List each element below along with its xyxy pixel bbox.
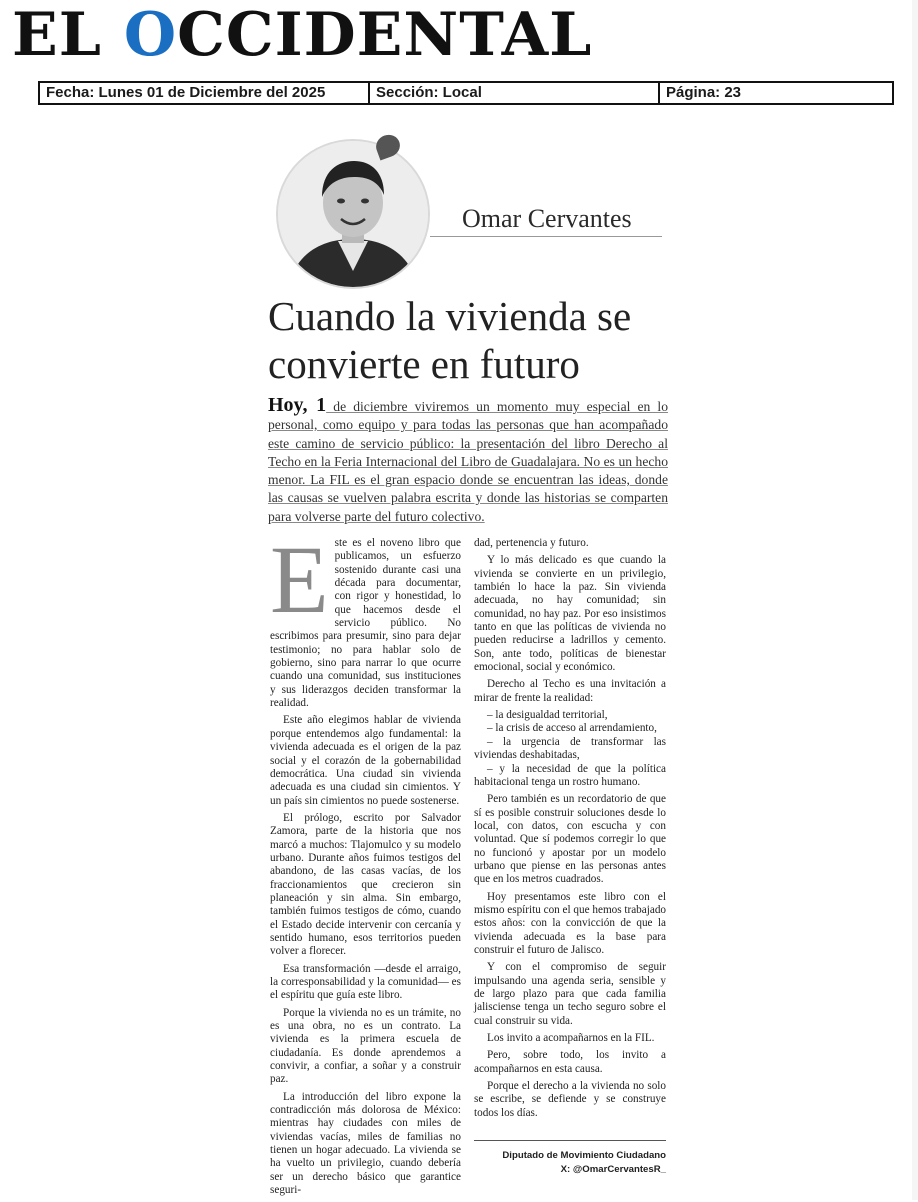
drop-cap: E: [270, 526, 329, 633]
issue-info-bar: [38, 81, 894, 105]
paragraph-first-text: ste es el noveno libro que publicamos, un esfuerzo sostenido durante casi una década para documentar, con rigor y honestidad, lo que hacemos desde el servicio público. No escribimos para presumir, sino para dejar testimonio; no para hablar solo de gobierno, sino para narrar lo que ocurre cuando una comunidad, sus instituciones y sus liderazgos deciden transformar la realidad.: [270, 537, 461, 710]
paragraph: Porque el derecho a la vivienda no solo se escribe, se defiende y se construye todos los días.: [474, 1080, 666, 1119]
paragraph: Y con el compromiso de seguir impulsando una agenda seria, sensible y de largo plazo para que cada familia jalisciense tenga un techo seguro sobre el cual construir su vida.: [474, 961, 666, 1027]
paragraph: Pero también es un recordatorio de que sí es posible construir soluciones desde lo local, con datos, con escucha y con voluntad. Que sí podemos corregir lo que no funcionó y apostar por un modelo urbano que piense en las personas antes que en los metros cuadrados.: [474, 793, 666, 886]
issue-page: Página: 23: [666, 84, 742, 101]
paragraph: Derecho al Techo es una invitación a mirar de frente la realidad:: [474, 678, 666, 704]
author-name: Omar Cervantes: [462, 204, 632, 233]
page-edge: [912, 0, 918, 1200]
paragraph: Hoy presentamos este libro con el mismo espíritu con el que hemos trabajado estos años: con la convicción de que la vivienda adecuada es la base para construir el futuro de Jalisco.: [474, 890, 667, 956]
masthead-part1: EL: [12, 0, 124, 70]
newspaper-masthead: [12, 0, 612, 70]
list-item: – y la necesidad de que la política habitacional tenga un rostro humano.: [474, 762, 666, 788]
signature-handle: X: @OmarCervantesR_: [560, 1164, 666, 1175]
paragraph: Y lo más delicado es que cuando la vivienda se convierte en un privilegio, también lo hace la paz. Sin vivienda adecuada, no hay comunidad; sin comunidad, no hay paz. Por eso insistimos tanto en que las políticas de vivienda no pueden reducirse a ladrillos y cemento. Son, ante todo, políticas de bienestar emocional, social y económico.: [474, 554, 666, 674]
article-headline: Cuando la vivienda se convierte en futuro: [268, 293, 632, 387]
paragraph: Esa transformación —desde el arraigo, la corresponsabilidad y la comunidad— es el espíritu que guía este libro.: [270, 962, 461, 1002]
list-item: – la urgencia de transformar las viviendas deshabitadas,: [474, 735, 666, 762]
list-item: – la desigualdad territorial,: [487, 709, 608, 722]
lead-text: de diciembre viviremos un momento muy especial en lo personal, como equipo y para todas las personas que han acompañado este camino de servicio público: la presentación del libro Derecho al Techo en la Feria Internacional del Libro de Guadalajara. No es un hecho menor. La FIL es el gran espacio donde se encuentran las ideas, donde las causas se vuelven palabra escrita y donde las historias se comparten para volverse parte del futuro colectivo.: [268, 399, 669, 524]
article-column-1: [270, 526, 461, 1202]
masthead-part2: CCIDENTAL: [177, 0, 593, 70]
signature-rule: [474, 1140, 666, 1141]
author-underline: [430, 236, 662, 237]
lead-opening: Hoy, 1: [268, 394, 327, 416]
paragraph: Pero, sobre todo, los invito a acompañarnos en esta causa.: [474, 1049, 666, 1075]
paragraph: Porque la vivienda no es un trámite, no es una obra, no es un contrato. La vivienda es la primera escuela de ciudadanía. Es donde aprendemos a convivir, a confiar, a soñar y a construir paz.: [270, 1006, 461, 1086]
paragraph: La introducción del libro expone la contradicción más dolorosa de México: mientras hay ciudades con miles de viviendas vacías, miles de familias no tienen un hogar adecuado. La vivienda se ha vuelto un privilegio, cuando debería ser un derecho básico que garantice seguri-: [270, 1090, 461, 1197]
author-photo: [276, 139, 430, 289]
article-lead: [268, 396, 668, 526]
signature-title: Diputado de Movimiento Ciudadano: [502, 1150, 666, 1161]
issue-section: Sección: Local: [370, 83, 660, 103]
paragraph-first: [270, 526, 461, 710]
paragraph: El prólogo, escrito por Salvador Zamora, parte de la historia que nos marcó a muchos: Tlajomulco y su modelo urbano. Durante años fuimos testigos del abandono, de las casas vacías, de los fraccionamientos que crecieron sin planeación y sin alma. Sin embargo, también fuimos testigos de cómo, cuando el Estado decide intervenir con cercanía y sentido humano, esos territorios pueden volver a florecer.: [270, 811, 461, 958]
paragraph-continued: dad, pertenencia y futuro.: [474, 537, 589, 549]
author-portrait-icon: [278, 141, 428, 287]
list-item: – la crisis de acceso al arrendamiento,: [487, 722, 657, 735]
paragraph: Los invito a acompañarnos en la FIL.: [487, 1032, 655, 1045]
paragraph: Este año elegimos hablar de vivienda porque entendemos algo fundamental: la vivienda adecuada es el origen de la paz social y el corazón de la gobernabilidad democrática. Una ciudad sin vivienda adecuada es una ciudad sin cimientos. Y un país sin cimientos no puede sostenerse.: [270, 714, 461, 807]
issue-date: Fecha: Lunes 01 de Diciembre del 2025: [40, 83, 370, 103]
author-signature: [474, 1149, 666, 1177]
article-column-2: [474, 537, 666, 1124]
masthead-accent-letter: O: [123, 0, 178, 70]
